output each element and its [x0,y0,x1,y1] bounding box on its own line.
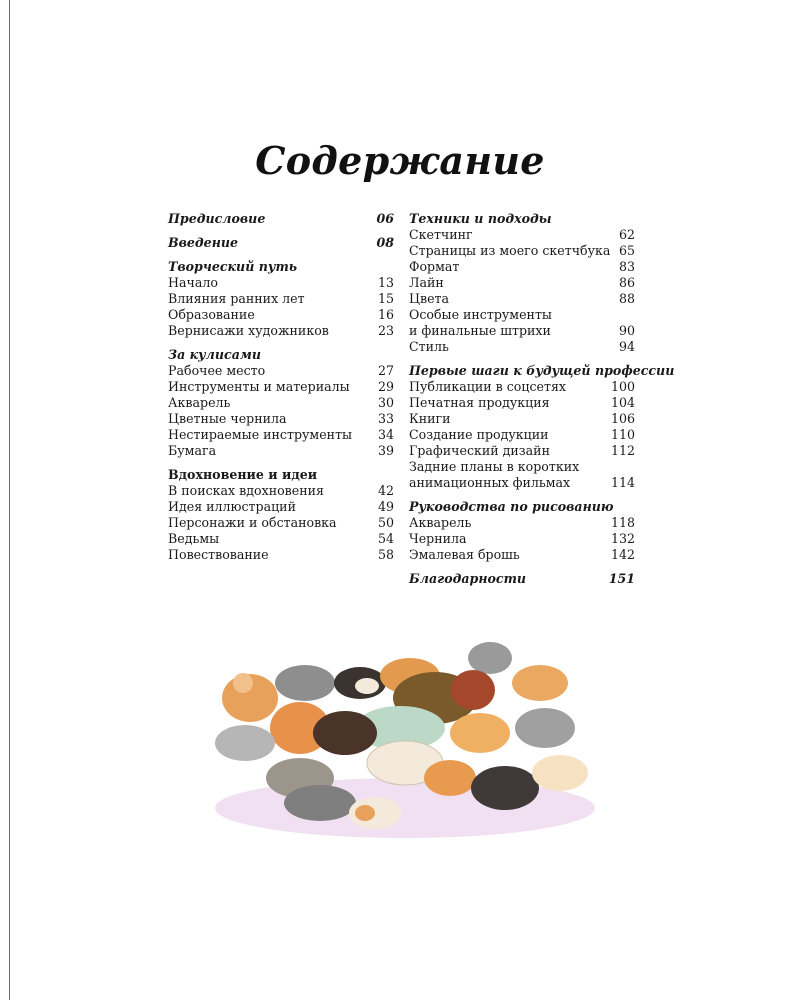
toc-right-entry [409,475,635,491]
girl-hair [451,670,495,710]
cat-gray-front-left [284,785,356,821]
toc-entry-label: Персонажи и обстановка [168,515,337,530]
toc-entry-page-number: 54 [377,531,394,546]
toc-right-entry [409,227,635,243]
toc-entry-label: Первые шаги к будущей профессии [409,363,675,378]
toc-entry-label: Создание продукции [409,427,549,442]
toc-right-entry [409,571,635,587]
toc-entry-label: Инструменты и материалы [168,379,350,394]
toc-entry-label: За кулисами [168,347,262,362]
toc-entry-page-number: 86 [618,275,635,290]
toc-right-entry [409,275,635,291]
toc-left-entry [168,547,394,563]
toc-right-entry [409,363,675,379]
cat-orange-front [424,760,476,796]
toc-entry-label: Страницы из моего скетчбука [409,243,611,258]
toc-entry-page-number: 58 [377,547,394,562]
toc-left-entry [168,347,394,363]
toc-left-entry [168,323,394,339]
toc-entry-label: Рабочее место [168,363,266,378]
toc-entry-label: Нестираемые инструменты [168,427,353,442]
toc-left-entry [168,427,394,443]
toc-left-entry [168,259,394,275]
toc-entry-page-number: 29 [377,379,394,394]
toc-right-entry [409,443,635,459]
toc-entry-page-number: 49 [377,499,394,514]
toc-right-entry [409,395,635,411]
cat-orange-center [450,713,510,753]
cats-illustration [205,628,605,843]
toc-entry-page-number: 50 [377,515,394,530]
toc-list-left [168,211,394,563]
toc-left-entry [168,467,394,483]
toc-entry-page-number: 33 [377,411,394,426]
toc-entry-page-number: 106 [610,411,635,426]
toc-right-entry [409,547,635,563]
toc-entry-label: Вдохновение и идеи [168,467,318,482]
toc-entry-label: Цветные чернила [168,411,287,426]
toc-right-entry [409,531,635,547]
toc-right-entry [409,499,635,515]
toc-entry-page-number: 30 [377,395,394,410]
toc-entry-page-number: 06 [376,211,394,226]
toc-entry-label: Эмалевая брошь [409,547,520,562]
cat-orange-right-top [512,665,568,701]
toc-left-entry [168,395,394,411]
toc-entry-label: Чернила [409,531,467,546]
toc-right-entry [409,323,635,339]
toc-entry-page-number: 94 [618,339,635,354]
toc-entry-page-number: 151 [608,571,635,586]
toc-entry-label: Акварель [168,395,231,410]
toc-entry-label: Идея иллюстраций [168,499,296,514]
toc-entry-label: Вернисажи художников [168,323,329,338]
toc-left-entry [168,235,394,251]
cat-dark-brown [313,711,377,755]
toc-entry-page-number: 118 [610,515,635,530]
toc-right-column [409,211,675,587]
toc-left-entry [168,363,394,379]
toc-entry-page-number: 83 [618,259,635,274]
toc-entry-label: Введение [168,235,239,250]
toc-entry-page-number: 62 [618,227,635,242]
toc-entry-label: Цвета [409,291,450,306]
toc-entry-page-number: 42 [377,483,394,498]
toc-left-entry [168,307,394,323]
toc-left-entry [168,411,394,427]
cat-cream-right-front [532,755,588,791]
toc-left-entry [168,515,394,531]
toc-entry-label: Печатная продукция [409,395,550,410]
toc-entry-page-number: 90 [618,323,635,338]
toc-entry-label: анимационных фильмах [409,475,571,490]
toc-right-entry [409,515,635,531]
toc-entry-label: Скетчинг [409,227,473,242]
toc-entry-label: Творческий путь [168,259,298,274]
cat-gray-lying [215,725,275,761]
toc-left-entry [168,211,394,227]
cat-black-front [471,766,539,810]
toc-right-entry [409,243,635,259]
toc-entry-label: В поисках вдохновения [168,483,324,498]
toc-entry-page-number: 34 [377,427,394,442]
toc-entry-label: и финальные штрихи [409,323,551,338]
toc-list-right [409,211,675,587]
toc-left-entry [168,275,394,291]
toc-entry-label: Задние планы в коротких [409,459,580,474]
toc-left-column [168,211,394,563]
toc-entry-page-number: 100 [610,379,635,394]
toc-entry-label: Предисловие [168,211,266,226]
toc-entry-label: Ведьмы [168,531,220,546]
toc-left-entry [168,379,394,395]
toc-entry-page-number: 65 [618,243,635,258]
cat-gray-top-right [468,642,512,674]
toc-right-entry [409,211,635,227]
toc-entry-page-number: 104 [610,395,635,410]
toc-entry-page-number: 13 [377,275,394,290]
toc-entry-page-number: 15 [377,291,394,306]
toc-entry-label: Книги [409,411,451,426]
toc-entry-page-number: 27 [377,363,394,378]
toc-entry-label: Акварель [409,515,472,530]
toc-entry-page-number: 08 [376,235,394,250]
toc-left-entry [168,499,394,515]
toc-entry-label: Руководства по рисованию [409,499,614,514]
toc-right-entry [409,379,635,395]
toc-right-entry [409,259,635,275]
cat-gray-right [515,708,575,748]
toc-entry-label: Начало [168,275,218,290]
toc-left-entry [168,443,394,459]
toc-left-entry [168,531,394,547]
toc-entry-label: Формат [409,259,460,274]
toc-entry-page-number: 16 [377,307,394,322]
toc-entry-label: Лайн [409,275,444,290]
toc-left-entry [168,291,394,307]
toc-entry-page-number: 112 [610,443,635,458]
toc-entry-page-number: 114 [610,475,635,490]
page-title: Содержание [255,138,545,183]
toc-right-entry [409,291,635,307]
toc-entry-label: Стиль [409,339,449,354]
toc-entry-label: Влияния ранних лет [168,291,305,306]
toc-entry-page-number: 39 [377,443,394,458]
toc-entry-label: Бумага [168,443,217,458]
toc-entry-label: Техники и подходы [409,211,552,226]
toc-right-entry [409,339,635,355]
toc-entry-label: Графический дизайн [409,443,550,458]
toc-entry-page-number: 132 [610,531,635,546]
toc-right-entry [409,459,635,475]
toc-entry-page-number: 23 [377,323,394,338]
toc-entry-page-number: 142 [610,547,635,562]
toc-right-entry [409,427,635,443]
toc-left-entry [168,483,394,499]
toc-right-entry [409,307,635,323]
toc-entry-page-number: 88 [618,291,635,306]
toc-entry-label: Повествование [168,547,269,562]
toc-entry-label: Публикации в соцсетях [409,379,566,394]
toc-right-entry [409,411,635,427]
toc-entry-page-number: 110 [610,427,635,442]
cat-gray-top [275,665,335,701]
toc-entry-label: Благодарности [409,571,527,586]
toc-entry-label: Особые инструменты [409,307,552,322]
toc-entry-label: Образование [168,307,255,322]
